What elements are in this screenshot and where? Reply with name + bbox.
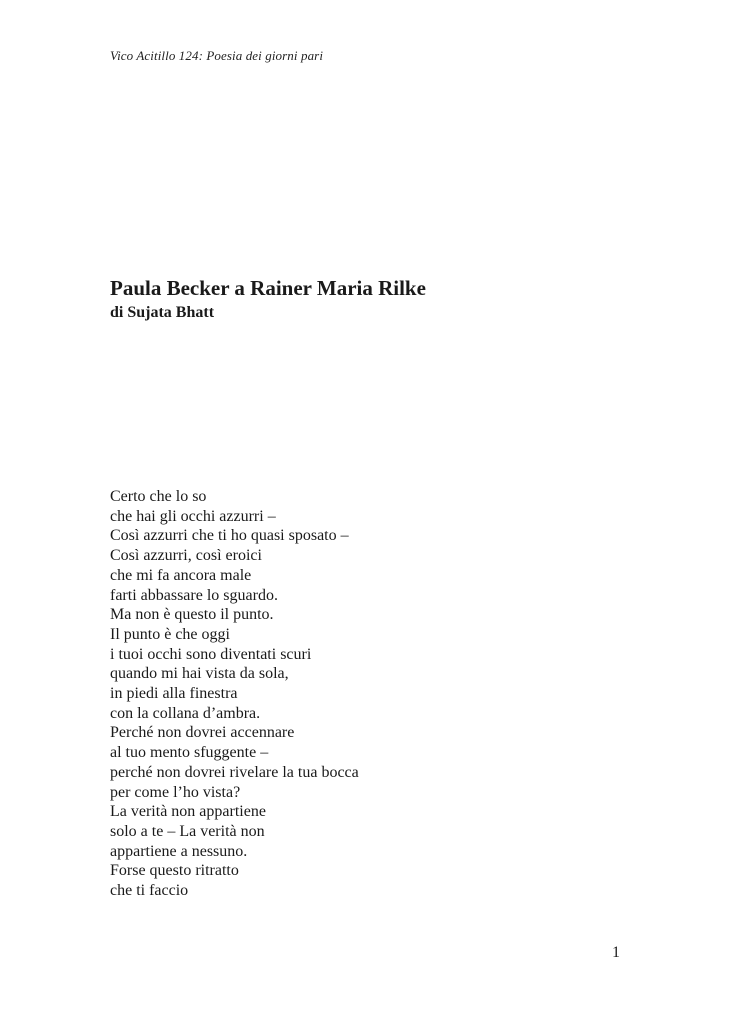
poem-author: di Sujata Bhatt [110,304,215,321]
poem-line: Forse questo ritratto [110,862,239,880]
poem-line: per come l’ho vista? [110,783,241,801]
poem-line: in piedi alla finestra [110,685,238,703]
poem-line: Il punto è che oggi [110,625,230,643]
poem-line: Ma non è questo il punto. [110,606,274,624]
poem-line: che ti faccio [110,882,189,900]
poem-line: che hai gli occhi azzurri – [110,507,276,525]
poem-line: quando mi hai vista da sola, [110,665,289,683]
poem-title: Paula Becker a Rainer Maria Rilke [110,276,426,300]
poem-body [110,487,359,901]
poem-line: Perché non dovrei accennare [110,724,295,742]
poem-line: al tuo mento sfuggente – [110,744,269,762]
poem-line: appartiene a nessuno. [110,842,248,860]
poem-line: con la collana d’ambra. [110,704,261,722]
poem-line: solo a te – La verità non [110,822,265,840]
poem-line: Così azzurri, così eroici [110,547,262,565]
poem-line: perché non dovrei rivelare la tua bocca [110,763,359,781]
title-block [110,274,426,324]
poem-line: La verità non appartiene [110,803,266,821]
poem-line: farti abbassare lo sguardo. [110,586,278,604]
poem-line: Così azzurri che ti ho quasi sposato – [110,527,349,545]
poem-line: Certo che lo so [110,488,207,505]
running-header: Vico Acitillo 124: Poesia dei giorni pari [110,48,324,63]
poem-line: i tuoi occhi sono diventati scuri [110,645,312,663]
poem-line: che mi fa ancora male [110,566,252,584]
page-number: 1 [612,944,620,961]
